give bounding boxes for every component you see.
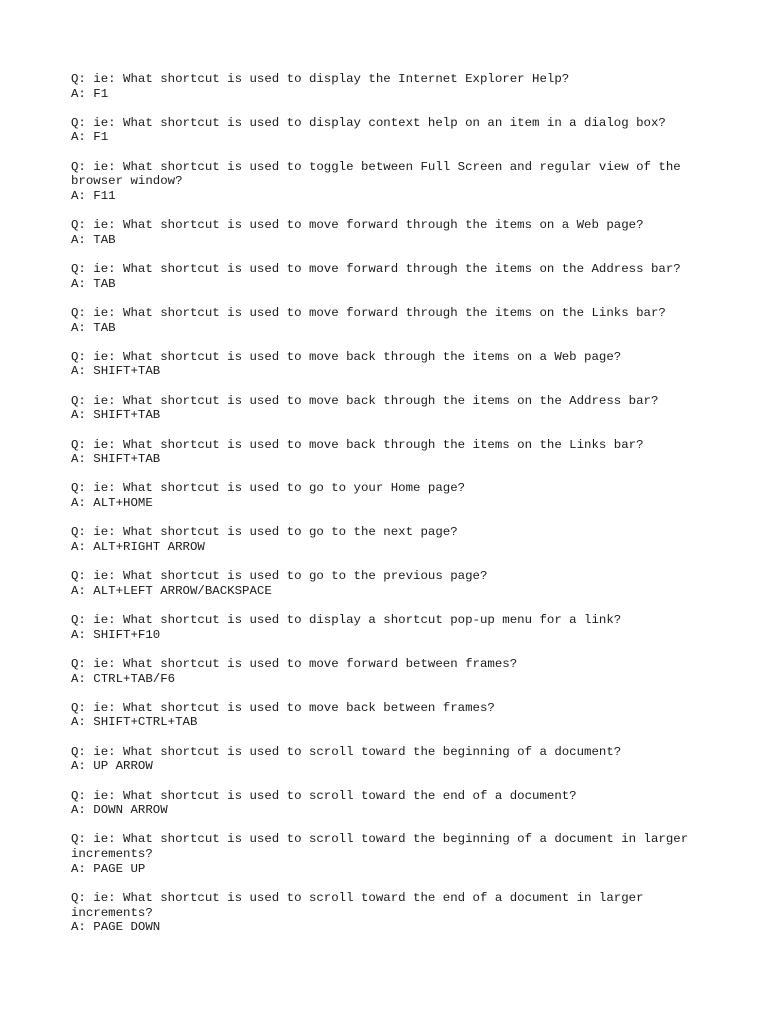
question: Q: ie: What shortcut is used to display context help on an item in a dialog box? [71, 115, 666, 130]
qa-item [71, 891, 711, 935]
question: Q: ie: What shortcut is used to go to the next page? [71, 525, 458, 540]
answer: A: TAB [71, 320, 116, 335]
answer: A: TAB [71, 232, 116, 247]
question: Q: ie: What shortcut is used to move back through the items on the Links bar? [71, 437, 644, 452]
answer: A: PAGE DOWN [71, 920, 161, 935]
answer: A: F1 [71, 86, 109, 101]
answer: A: SHIFT+TAB [71, 408, 161, 423]
qa-item [71, 350, 711, 379]
answer: A: F1 [71, 130, 109, 145]
question: Q: ie: What shortcut is used to move back through the items on the Address bar? [71, 393, 659, 408]
answer: A: PAGE UP [71, 861, 146, 876]
answer: A: F11 [71, 188, 116, 203]
qa-item [71, 569, 711, 598]
question: Q: ie: What shortcut is used to scroll toward the end of a document? [71, 788, 577, 803]
qa-item [71, 160, 711, 204]
qa-item [71, 789, 711, 818]
question: Q: ie: What shortcut is used to move forward through the items on a Web page? [71, 218, 644, 233]
qa-item [71, 306, 711, 335]
answer: A: ALT+RIGHT ARROW [71, 539, 205, 554]
answer: A: CTRL+TAB/F6 [71, 671, 176, 686]
qa-item [71, 394, 711, 423]
qa-document [71, 72, 711, 949]
question: Q: ie: What shortcut is used to toggle between Full Screen and regular view of the browser window? [71, 159, 689, 189]
question: Q: ie: What shortcut is used to display the Internet Explorer Help? [71, 72, 570, 86]
qa-item [71, 218, 711, 247]
answer: A: SHIFT+TAB [71, 364, 161, 379]
question: Q: ie: What shortcut is used to scroll toward the beginning of a document? [71, 744, 622, 759]
question: Q: ie: What shortcut is used to go to the previous page? [71, 569, 488, 584]
answer: A: SHIFT+F10 [71, 627, 161, 642]
question: Q: ie: What shortcut is used to display a shortcut pop-up menu for a link? [71, 613, 622, 628]
question: Q: ie: What shortcut is used to scroll toward the beginning of a document in larger increments? [71, 832, 696, 862]
qa-item [71, 262, 711, 291]
question: Q: ie: What shortcut is used to scroll toward the end of a document in larger increments? [71, 890, 651, 920]
qa-item [71, 481, 711, 510]
answer: A: SHIFT+TAB [71, 452, 161, 467]
answer: A: TAB [71, 276, 116, 291]
answer: A: UP ARROW [71, 759, 153, 774]
question: Q: ie: What shortcut is used to move back between frames? [71, 700, 495, 715]
answer: A: ALT+LEFT ARROW/BACKSPACE [71, 583, 272, 598]
qa-item [71, 438, 711, 467]
qa-item [71, 72, 711, 101]
qa-item [71, 701, 711, 730]
question: Q: ie: What shortcut is used to move forward through the items on the Address bar? [71, 262, 681, 277]
answer: A: DOWN ARROW [71, 803, 168, 818]
qa-item [71, 613, 711, 642]
question: Q: ie: What shortcut is used to move forward between frames? [71, 656, 518, 671]
qa-item [71, 832, 711, 876]
qa-item [71, 116, 711, 145]
answer: A: ALT+HOME [71, 496, 153, 511]
question: Q: ie: What shortcut is used to move back through the items on a Web page? [71, 349, 622, 364]
qa-item [71, 657, 711, 686]
question: Q: ie: What shortcut is used to go to your Home page? [71, 481, 466, 496]
qa-item [71, 525, 711, 554]
question: Q: ie: What shortcut is used to move forward through the items on the Links bar? [71, 305, 666, 320]
qa-item [71, 745, 711, 774]
answer: A: SHIFT+CTRL+TAB [71, 715, 198, 730]
